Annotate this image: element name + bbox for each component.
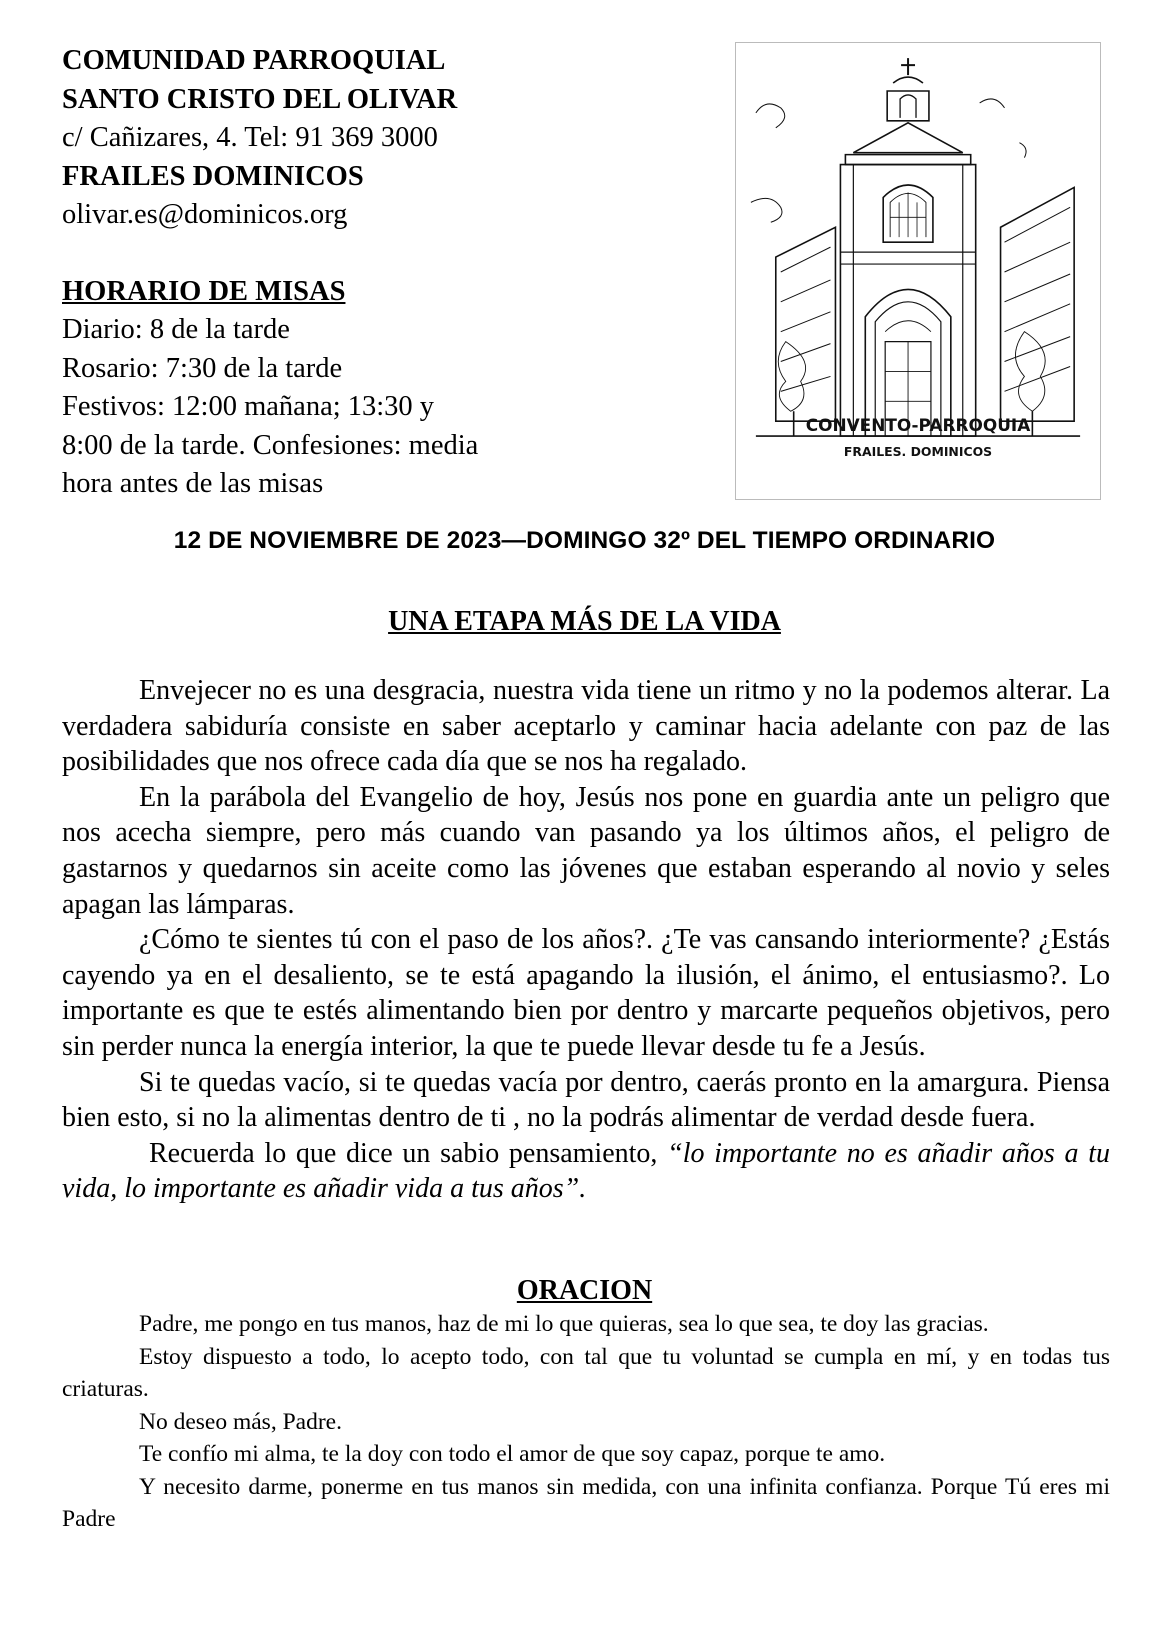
prayer-paragraph: Te confío mi alma, te la doy con todo el amor de que soy capaz, porque te amo. — [139, 1441, 886, 1467]
article-paragraph: En la parábola del Evangelio de hoy, Jesús nos pone en guardia ante un peligro que nos acecha siempre, pero más cuando van pasando ya los últimos años, el peligro de gastarnos y quedarnos sin aceite como las jóvenes que estaban esperando al novio y seles apagan las lámparas. — [62, 781, 1110, 920]
drawing-caption-line1: CONVENTO-PARROQUIA — [805, 415, 1031, 436]
article-body — [62, 673, 1110, 1207]
quote-text: “lo importante no es añadir años a tu vida, lo importante es añadir vida a tus años”. — [62, 1137, 1110, 1205]
schedule-line: Rosario: 7:30 de la tarde — [62, 352, 343, 384]
org-name-line1: COMUNIDAD PARROQUIAL — [62, 45, 446, 76]
date-heading: 12 DE NOVIEMBRE DE 2023—DOMINGO 32º DEL TIEMPO ORDINARIO — [173, 527, 996, 554]
drawing-caption-line2: FRAILES. DOMINICOS — [843, 443, 993, 459]
prayer-paragraph: No deseo más, Padre. — [139, 1408, 342, 1435]
org-name-line2: SANTO CRISTO DEL OLIVAR — [62, 83, 458, 115]
church-drawing — [735, 42, 1101, 500]
article-paragraph: Envejecer no es una desgracia, nuestra vida tiene un ritmo y no la podemos alterar. La verdadera sabiduría consiste en saber aceptarlo y caminar hacia adelante con paz de las posibilidades que nos ofrece cada día que se nos ha regalado. — [62, 675, 1110, 778]
prayer-paragraph: Padre, me pongo en tus manos, haz de mi lo que quieras, sea lo que sea, te doy las gracias. — [139, 1311, 989, 1337]
quote-paragraph — [62, 1136, 1110, 1207]
article-paragraph: Si te quedas vacío, si te quedas vacía por dentro, caerás pronto en la amargura. Piensa bien esto, si no la alimentas dentro de ti , no la podrás alimentar de verdad desde fuera. — [62, 1066, 1110, 1134]
quote-intro: Recuerda lo que dice un sabio pensamiento, — [149, 1137, 668, 1169]
schedule-line: Diario: 8 de la tarde — [62, 314, 290, 345]
prayer-paragraph: Y necesito darme, ponerme en tus manos sin medida, con una infinita confianza. Porque Tú eres mi Padre — [62, 1473, 1110, 1532]
prayer-body — [62, 1308, 1110, 1536]
prayer-paragraph: Estoy dispuesto a todo, lo acepto todo, con tal que tu voluntad se cumpla en mí, y en todas tus criaturas. — [62, 1343, 1110, 1402]
mass-schedule-title: HORARIO DE MISAS — [62, 275, 346, 307]
article-title: UNA ETAPA MÁS DE LA VIDA — [388, 606, 781, 637]
order-name: FRAILES DOMINICOS — [62, 160, 364, 192]
prayer-title: ORACION — [516, 1275, 653, 1306]
email-address: olivar.es@dominicos.org — [62, 199, 348, 230]
schedule-line: 8:00 de la tarde. Confesiones: media — [62, 429, 479, 461]
parish-header — [62, 42, 622, 504]
article-paragraph: ¿Cómo te sientes tú con el paso de los años?. ¿Te vas cansando interiormente? ¿Estás cayendo ya en el desaliento, se te está apagando la ilusión, el ánimo, el entusiasmo?. Lo importante es que te estés alimentando bien por dentro y marcarte pequeños objetivos, pero sin perder nunca la energía interior, la que te puede llevar desde tu fe a Jesús. — [62, 924, 1110, 1062]
address-phone: c/ Cañizares, 4. Tel: 91 369 3000 — [62, 122, 438, 153]
schedule-line: Festivos: 12:00 mañana; 13:30 y — [62, 391, 435, 422]
schedule-line: hora antes de las misas — [62, 468, 324, 499]
